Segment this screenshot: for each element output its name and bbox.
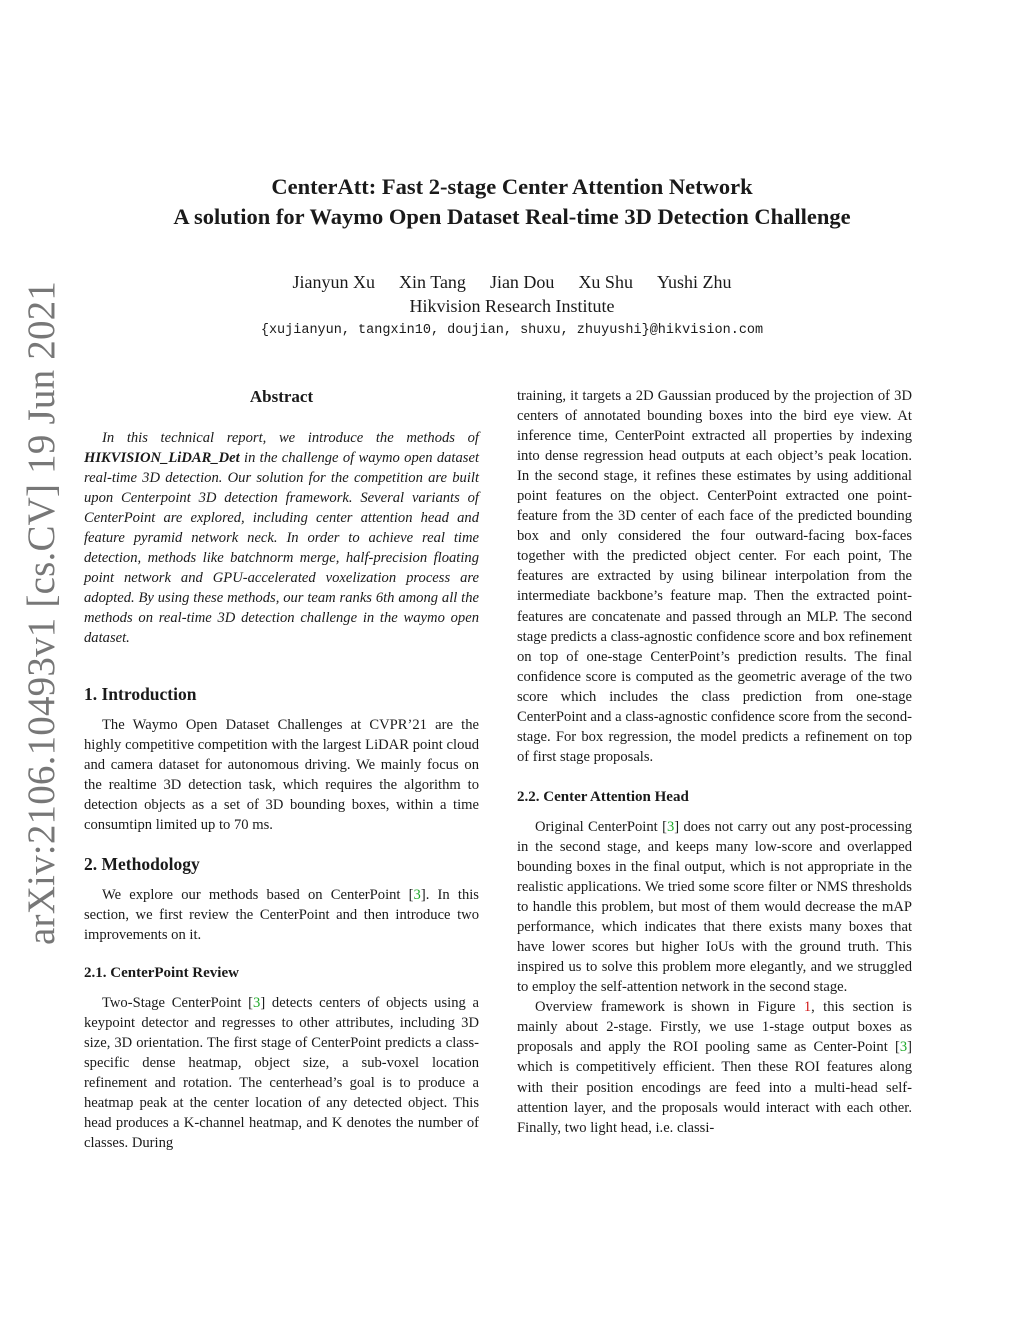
section-heading-introduction: 1. Introduction xyxy=(84,683,197,704)
paper-title xyxy=(0,172,1024,232)
figure-link[interactable]: 1 xyxy=(803,999,812,1016)
author-emails: {xujianyun, tangxin10, doujian, shuxu, zhuyushi}@hikvision.com xyxy=(260,323,764,338)
abstract-heading: Abstract xyxy=(249,387,314,406)
centerpoint-review-continued: training, it targets a 2D Gaussian produced by the projection of 3D centers of annotated bounding boxes into the bird eye view. At inference time, CenterPoint extracted all properties by indexing into dense regression head outputs at each object’s peak location. In the second stage, it refines these estimates by using additional point features on the object. CenterPoint extracted one point-feature from the 3D center of each face of the predicted bounding box and only considered the four outward-facing box-faces together with the predicted object center. For each point, The features are extracted by using bilinear interpolation from the intermediate backbone’s feature map. Then the extracted point-features are concatenate and passed through an MLP. The second stage predicts a class-agnostic confidence score and box refinement on top of one-stage CenterPoint’s prediction results. The final confidence score is computed as the geometric average of the two score which includes the class prediction from one-stage CenterPoint and a class-agnostic confidence score from the second-stage. For box regression, the model predicts a refinement on top of first stage proposals. xyxy=(517,388,912,765)
right-column xyxy=(517,386,912,1138)
title-line-2: A solution for Waymo Open Dataset Real-time 3D Detection Challenge xyxy=(173,204,851,229)
subsection-heading-center-attention: 2.2. Center Attention Head xyxy=(517,788,689,805)
abstract-text-end: in the challenge of waymo open dataset real-time 3D detection. Our solution for the competition are built upon Centerpoint 3D detection framework. Several variants of CenterPoint are explored, including center attention head and feature pyramid network neck. In order to achieve real time detection, methods like batchnorm merge, half-precision floating point network and GPU-accelerated voxelization process are adopted. By using these methods, our team ranks 6th among all the methods on real-time 3D detection challenge in the waymo open dataset. xyxy=(84,450,479,647)
text-span: , this section is mainly about 2-stage. Firstly, we use 1-stage output boxes as proposals and apply the ROI pooling same as Center-Point [ xyxy=(517,999,912,1056)
text-span: Overview framework is shown in Figure xyxy=(535,999,804,1016)
author-name: Yushi Zhu xyxy=(656,272,732,292)
title-line-1: CenterAtt: Fast 2-stage Center Attention Network xyxy=(271,174,753,199)
text-span: ] which is competitively efficient. Then these ROI features along with their position encodings are feed into a multi-head self-attention layer, and the proposals would interact with each other. Finally, two light head, i.e. classi- xyxy=(517,1039,912,1136)
text-span: We explore our methods based on CenterPoint [ xyxy=(102,886,414,903)
methodology-text xyxy=(84,885,479,945)
abstract-text-start: In this technical report, we introduce the methods of xyxy=(102,430,479,446)
left-column xyxy=(84,386,479,1153)
text-span: ] detects centers of objects using a keypoint detector and regresses to other attributes, including 3D size, 3D orientation. The first stage of CenterPoint predicts a class-specific dense heatmap, object size, a sub-voxel location refinement and rotation. The centerhead’s goal is to produce a heatmap peak at the center location of any detected object. This head produces a K-channel heatmap, and K denotes the number of classes. During xyxy=(84,994,479,1152)
affiliation: Hikvision Research Institute xyxy=(409,296,615,316)
author-block xyxy=(0,270,1024,344)
author-name: Xu Shu xyxy=(578,272,633,292)
author-name: Jian Dou xyxy=(489,272,555,292)
citation-link[interactable]: 3 xyxy=(666,818,675,835)
center-attention-paragraph-1 xyxy=(517,817,912,997)
author-name: Xin Tang xyxy=(399,272,466,292)
author-name: Jianyun Xu xyxy=(292,272,376,292)
team-name: HIKVISION_LiDAR_Det xyxy=(84,450,240,467)
arxiv-identifier: arXiv:2106.10493v1 [cs.CV] 19 Jun 2021 xyxy=(20,280,63,945)
introduction-text: The Waymo Open Dataset Challenges at CVPR’21 are the highly competitive competition with the largest LiDAR point cloud and camera dataset for autonomous driving. We mainly focus on the realtime 3D detection task, which requires the algorithm to detection objects as a set of 3D bounding boxes, within a time consumtipn limited up to 70 ms. xyxy=(84,716,479,833)
subsection-heading-centerpoint-review: 2.1. CenterPoint Review xyxy=(84,964,239,981)
section-heading-methodology: 2. Methodology xyxy=(84,853,200,874)
text-span: ] does not carry out any post-processing in the second stage, and keeps many low-score and overlapped bounding boxes in the final output, which is not appropriate in the realistic applications. We tried some score filter or NMS thresholds to handle this problem, but most of them would decrease the mAP performance, which indicates that there exists many boxes that have lower scores but higher IoUs with the ground truth. This inspired us to solve this problem more elegantly, and we struggled to employ the self-attention network in the second stage. xyxy=(517,818,912,996)
citation-link[interactable]: 3 xyxy=(899,1039,908,1056)
center-attention-paragraph-2 xyxy=(517,997,912,1137)
abstract-text xyxy=(84,428,479,649)
author-list xyxy=(0,270,1024,294)
centerpoint-review-text xyxy=(84,993,479,1153)
citation-link[interactable]: 3 xyxy=(253,994,261,1011)
citation-link[interactable]: 3 xyxy=(413,886,421,903)
text-span: Original CenterPoint [ xyxy=(535,818,667,835)
text-span: ]. In this section, we first review the CenterPoint and then introduce two improvements on it. xyxy=(84,886,479,943)
text-span: Two-Stage CenterPoint [ xyxy=(102,994,254,1011)
